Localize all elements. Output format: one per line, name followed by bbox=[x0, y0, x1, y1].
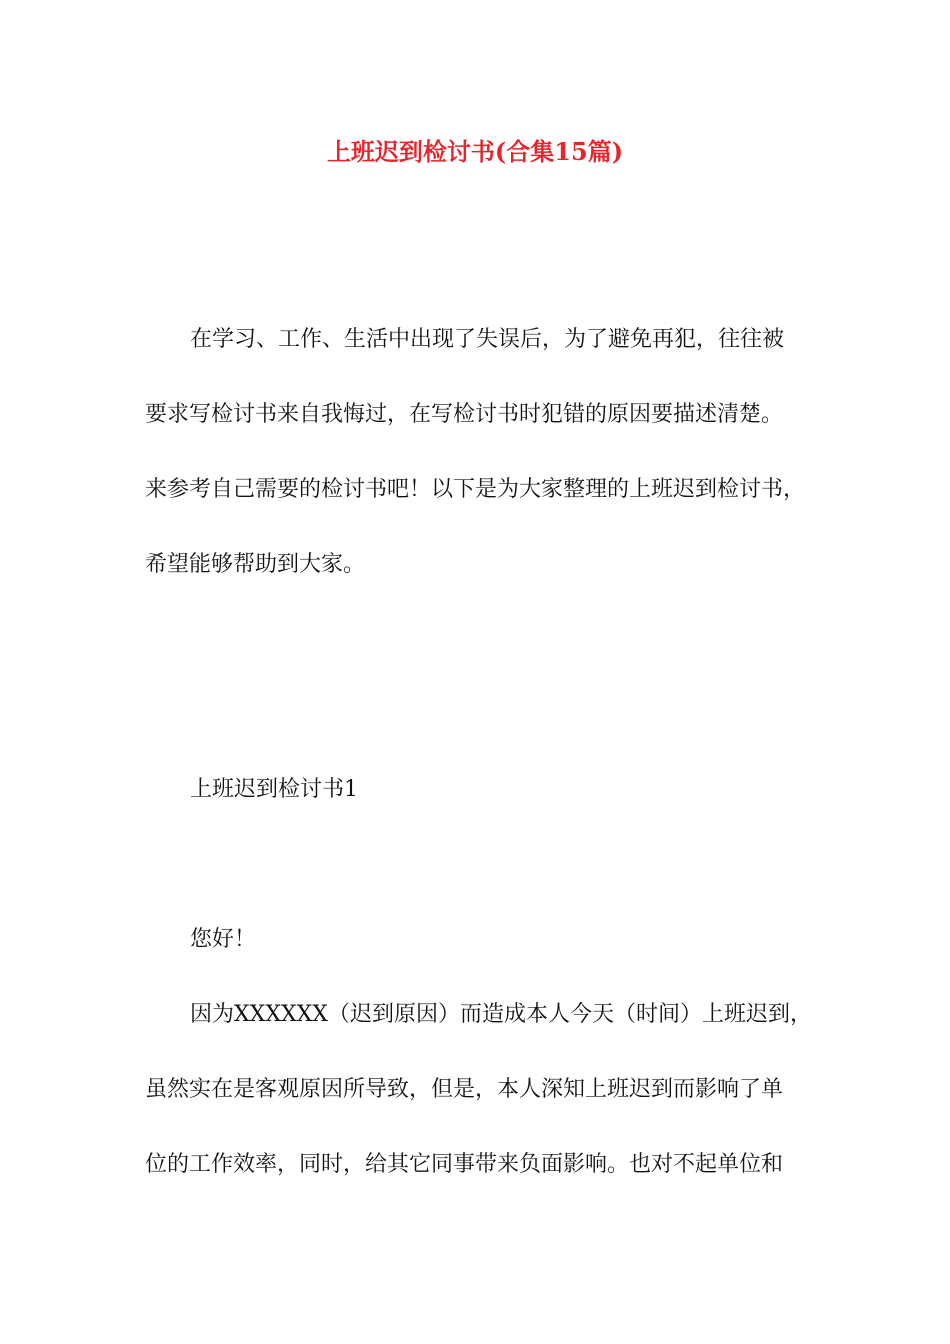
intro-line-2: 要求写检讨书来自我悔过，在写检讨书时犯错的原因要描述清楚。 bbox=[145, 402, 784, 427]
intro-line-1: 在学习、工作、生活中出现了失误后，为了避免再犯，往往被 bbox=[190, 327, 785, 352]
intro-line-3: 来参考自己需要的检讨书吧！以下是为大家整理的上班迟到检讨书， bbox=[145, 477, 806, 502]
document-title: 上班迟到检讨书(合集15篇) bbox=[326, 137, 624, 166]
body-line-2: 虽然实在是客观原因所导致，但是，本人深知上班迟到而影响了单 bbox=[145, 1077, 784, 1102]
greeting: 您好！ bbox=[190, 927, 257, 952]
body-line-1: 因为XXXXXX（迟到原因）而造成本人今天（时间）上班迟到， bbox=[190, 1002, 812, 1027]
intro-line-4: 希望能够帮助到大家。 bbox=[145, 552, 366, 577]
body-line-3: 位的工作效率，同时，给其它同事带来负面影响。也对不起单位和 bbox=[145, 1152, 784, 1177]
section-heading: 上班迟到检讨书1 bbox=[190, 777, 358, 802]
